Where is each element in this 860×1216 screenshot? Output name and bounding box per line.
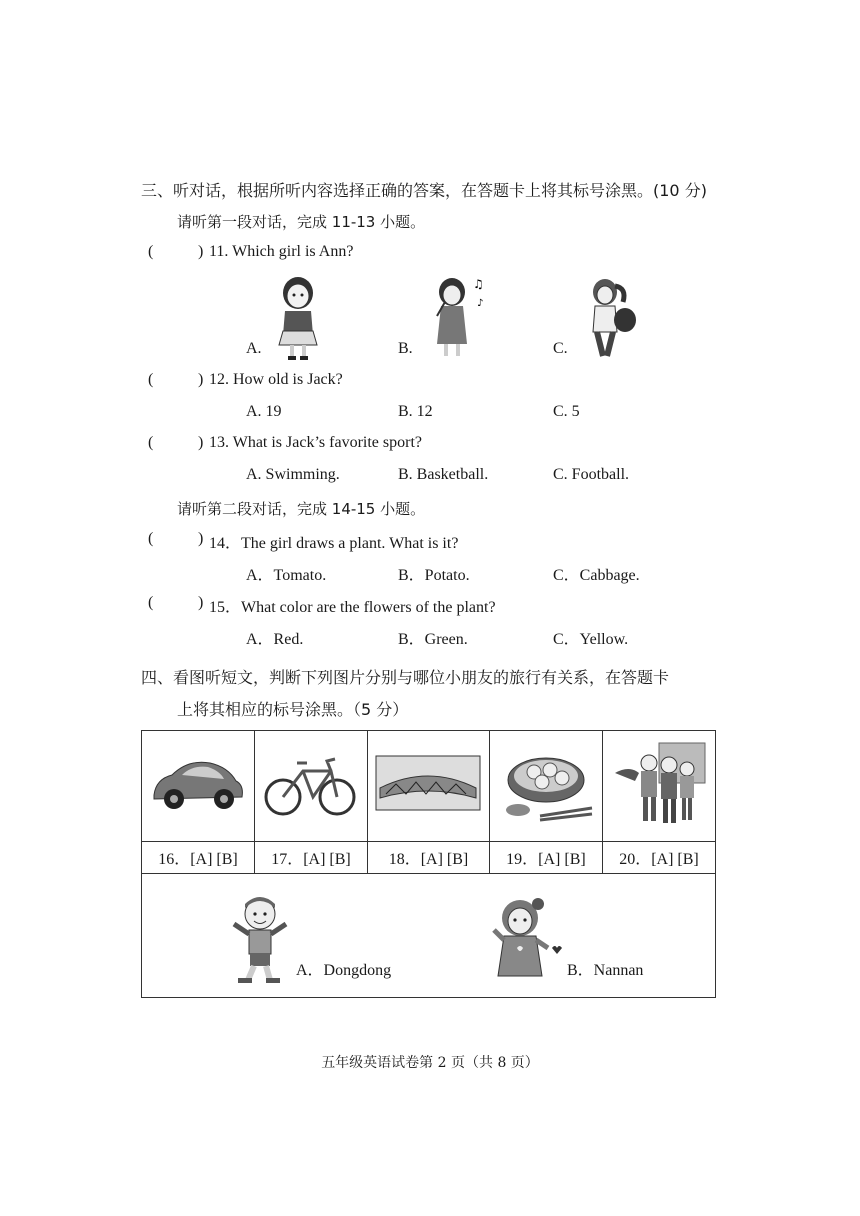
kid-label-a: A．Dongdong — [296, 962, 392, 979]
option-13-a: A. Swimming. — [246, 466, 340, 483]
part-1-instruction: 请听第一段对话，完成 11-13 小题。 — [177, 213, 426, 231]
page-footer: 五年级英语试卷第 2 页（共 8 页） — [321, 1055, 539, 1071]
picture-cell-17 — [255, 731, 368, 842]
friends-group-icon — [609, 739, 709, 829]
kid-label-b: B．Nannan — [567, 962, 644, 979]
option-15-a: A．Red. — [246, 631, 304, 648]
option-14-a: A．Tomato. — [246, 567, 327, 584]
section-4-title-line-2: 上将其相应的标号涂黑。（5 分） — [177, 700, 409, 719]
option-15-c: C．Yellow. — [553, 631, 629, 648]
bicycle-icon — [261, 749, 361, 819]
label-18: 18．[A] [B] — [368, 842, 490, 874]
section-3-title: 三、听对话，根据所听内容选择正确的答案，在答题卡上将其标号涂黑。(10 分) — [141, 181, 707, 200]
option-11-b: B. — [398, 340, 413, 357]
question-13: 13. What is Jack’s favorite sport? — [209, 434, 422, 451]
label-16: 16．[A] [B] — [142, 842, 255, 874]
option-15-b: B．Green. — [398, 631, 468, 648]
boy-icon — [230, 894, 290, 986]
label-20: 20．[A] [B] — [602, 842, 715, 874]
svg-text:♫: ♫ — [473, 277, 484, 291]
dumplings-icon — [496, 744, 596, 824]
answer-paren-open: ( — [148, 243, 154, 260]
answer-paren-close: ) — [198, 530, 204, 547]
picture-cell-19 — [489, 731, 602, 842]
girl-singing-icon — [427, 276, 489, 362]
answer-paren-open: ( — [148, 371, 154, 388]
kids-cell — [142, 874, 716, 998]
answer-paren-open: ( — [148, 434, 154, 451]
picture-cell-16 — [142, 731, 255, 842]
picture-cell-18 — [368, 731, 490, 842]
option-14-c: C．Cabbage. — [553, 567, 640, 584]
question-12: 12. How old is Jack? — [209, 371, 343, 388]
label-19: 19．[A] [B] — [489, 842, 602, 874]
section-4-title-line-1: 四、看图听短文，判断下列图片分别与哪位小朋友的旅行有关系，在答题卡 — [141, 668, 670, 687]
option-12-c: C. 5 — [553, 403, 580, 420]
question-15: 15．What color are the flowers of the plant? — [209, 599, 496, 616]
option-11-c: C. — [553, 340, 568, 357]
answer-paren-open: ( — [148, 530, 154, 547]
label-17: 17．[A] [B] — [255, 842, 368, 874]
answer-paren-close: ) — [198, 594, 204, 611]
option-12-b: B. 12 — [398, 403, 433, 420]
svg-text:♪: ♪ — [477, 298, 484, 309]
picture-matching-table — [141, 730, 716, 998]
girl-icon — [488, 896, 562, 982]
answer-paren-close: ) — [198, 434, 204, 451]
question-14: 14．The girl draws a plant. What is it? — [209, 535, 459, 552]
option-11-a: A. — [246, 340, 262, 357]
option-14-b: B．Potato. — [398, 567, 470, 584]
option-13-b: B. Basketball. — [398, 466, 489, 483]
option-12-a: A. 19 — [246, 403, 282, 420]
part-2-instruction: 请听第二段对话，完成 14-15 小题。 — [177, 500, 426, 518]
option-13-c: C. Football. — [553, 466, 630, 483]
girl-with-ball-icon — [583, 276, 639, 362]
question-11: 11. Which girl is Ann? — [209, 243, 354, 260]
car-icon — [148, 749, 248, 819]
birds-nest-stadium-icon — [374, 754, 482, 814]
answer-paren-close: ) — [198, 243, 204, 260]
girl-uniform-icon — [273, 273, 323, 361]
answer-paren-open: ( — [148, 594, 154, 611]
picture-cell-20 — [602, 731, 715, 842]
answer-paren-close: ) — [198, 371, 204, 388]
